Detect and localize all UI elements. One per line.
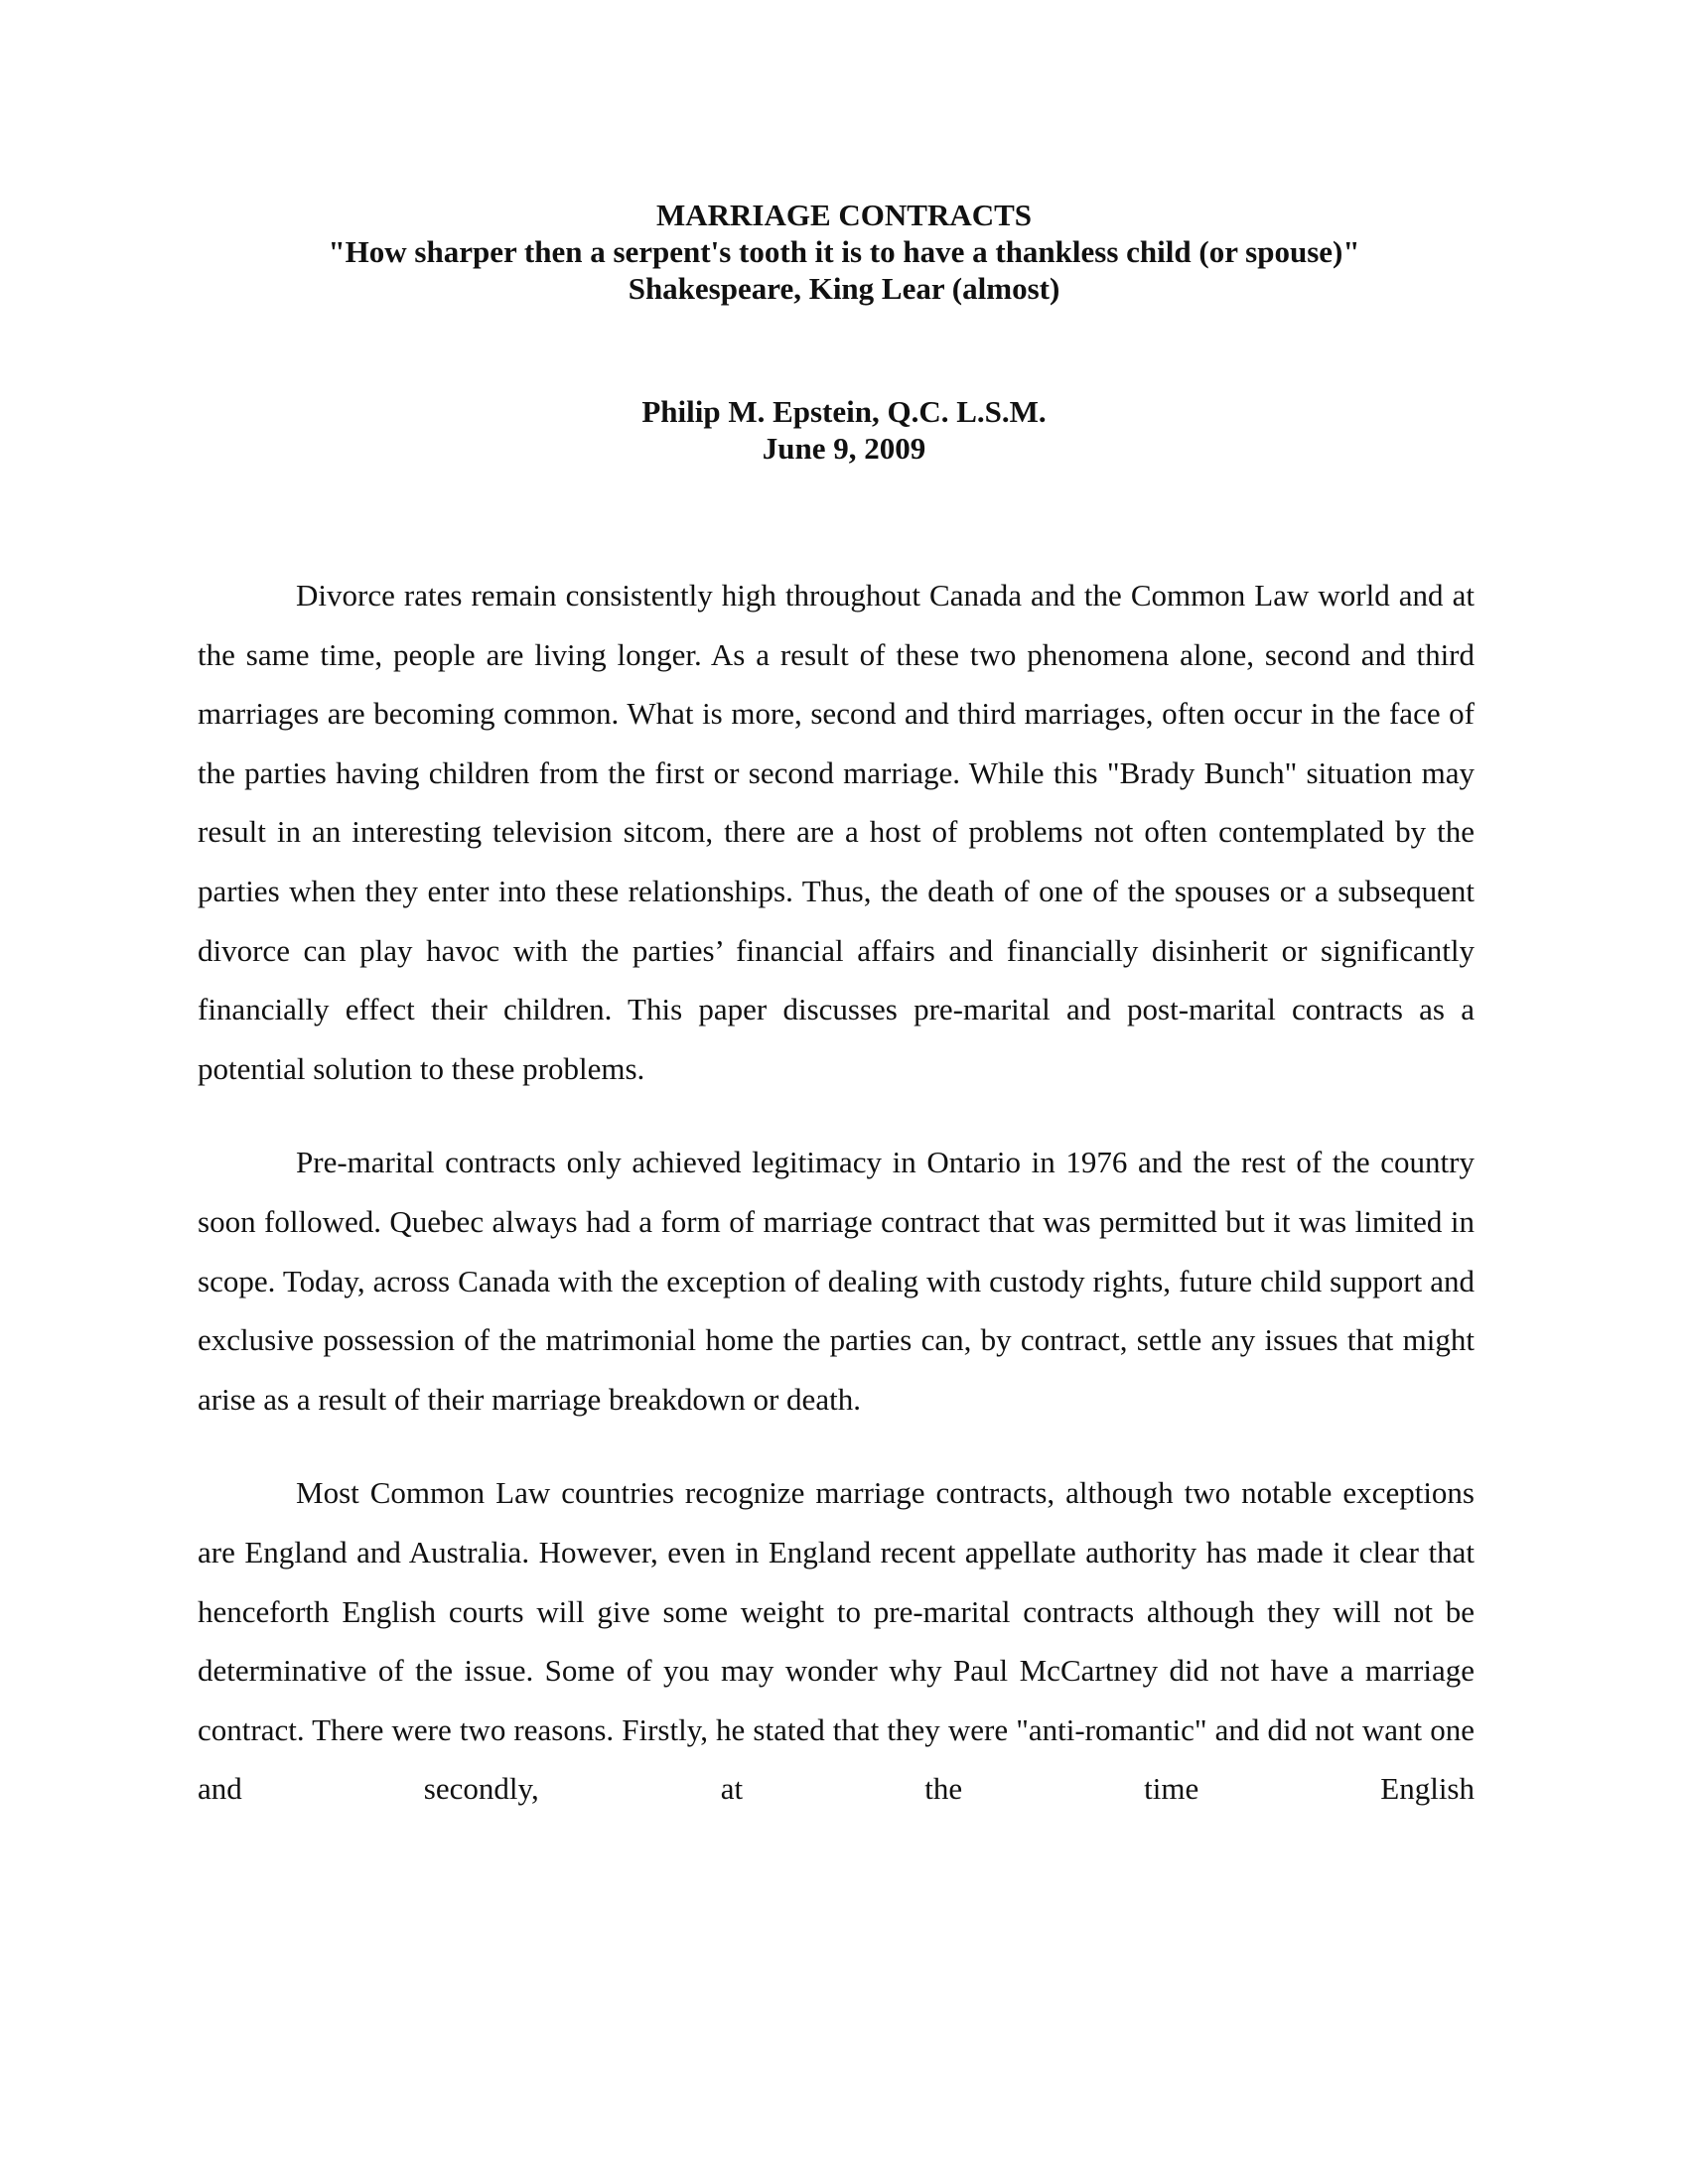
author-name: Philip M. Epstein, Q.C. L.S.M. [641, 394, 1047, 429]
title-block [0, 197, 1688, 307]
paragraph: Pre-marital contracts only achieved legitimacy in Ontario in 1976 and the rest of the country soon followed. Quebec always had a form of marriage contract that was permitted but it was limited in scope. Today, across Canada with the exception of dealing with custody rights, future child support and exclusive possession of the matrimonial home the parties can, by contract, settle any issues that might arise as a result of their marriage breakdown or death. [198, 1145, 1475, 1417]
epigraph-source: Shakespeare, King Lear (almost) [628, 271, 1060, 306]
document-title: MARRIAGE CONTRACTS [655, 198, 1033, 232]
body-text [198, 566, 1475, 1853]
epigraph-quote: "How sharper then a serpent's tooth it is to have a thankless child (or spouse)" [328, 234, 1360, 269]
paragraph: Divorce rates remain consistently high throughout Canada and the Common Law world and at the same time, people are living longer. As a result of these two phenomena alone, second and third marriages are becoming common. What is more, second and third marriages, often occur in the face of the parties having children from the first or second marriage. While this "Brady Bunch" situation may result in an interesting television sitcom, there are a host of problems not often contemplated by the parties when they enter into these relationships. Thus, the death of one of the spouses or a subsequent divorce can play havoc with the parties’ financial affairs and financially disinherit or significantly financially effect their children. This paper discusses pre-marital and post-marital contracts as a potential solution to these problems. [198, 578, 1475, 1086]
author-block [0, 393, 1688, 467]
document-date: June 9, 2009 [762, 431, 926, 466]
paragraph: Most Common Law countries recognize marriage contracts, although two notable exceptions are England and Australia. However, even in England recent appellate authority has made it clear that henceforth English courts will give some weight to pre-marital contracts although they will not be determinative of the issue. Some of you may wonder why Paul McCartney did not have a marriage contract. There were two reasons. Firstly, he stated that they were "anti-romantic" and did not want one and secondly, at the time English [198, 1475, 1475, 1807]
